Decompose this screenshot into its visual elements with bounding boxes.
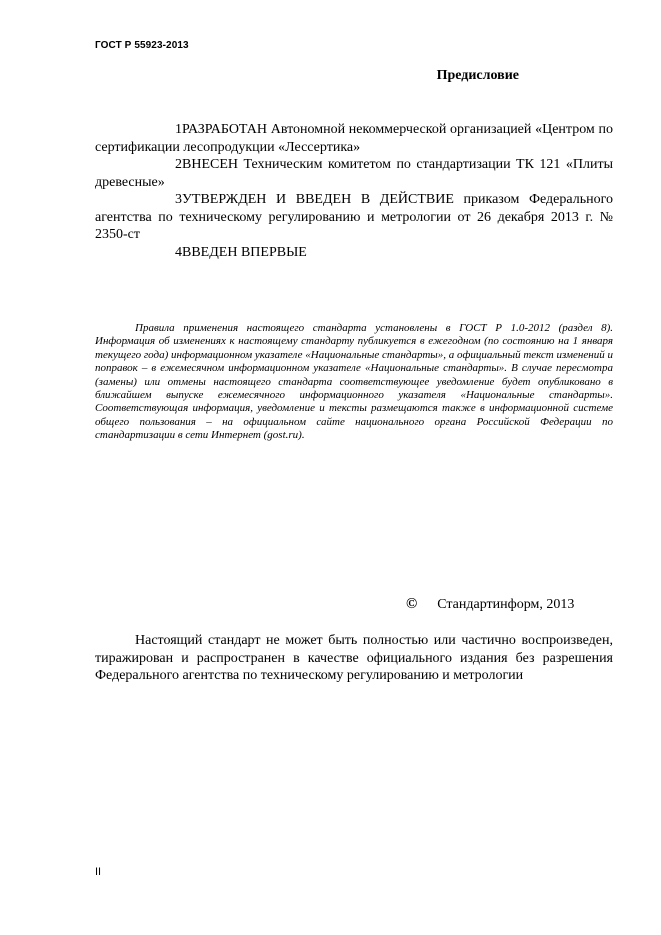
item-number: 1 — [175, 122, 182, 137]
page-number: II — [95, 866, 102, 878]
item-lead: УТВЕРЖДЕН И ВВЕДЕН В ДЕЙСТВИЕ — [182, 192, 454, 207]
preface-item-4 — [95, 244, 613, 262]
item-number: 3 — [175, 192, 182, 207]
item-number: 4 — [175, 244, 182, 260]
item-text: Автономной некоммерческой организацией «Центром по сертификации лесопродукции «Лессертика» — [95, 122, 613, 155]
preface-item-2 — [95, 156, 613, 191]
item-text: приказом Федерального агентства по техническому регулированию и метрологии от 26 декабря 2013 г. № 2350-ст — [95, 192, 613, 242]
preface-item-3 — [95, 191, 613, 244]
standard-code: ГОСТ Р 55923-2013 — [95, 40, 189, 51]
application-rules-notice: Правила применения настоящего стандарта установлены в ГОСТ Р 1.0-2012 (раздел 8). Информация об изменениях к настоящему стандарту публикуется в ежегодном (по состоянию на 1 января текущего года) информационном указателе «Национальные стандарты», а официальный текст изменений и поправок – в ежемесячном информационном указателе «Национальные стандарты». В случае пересмотра (замены) или отмены настоящего стандарта соответствующее уведомление будет опубликовано в ближайшем выпуске ежемесячного информационного указателя «Национальные стандарты». Соответствующая информация, уведомление и тексты размещаются также в информационной системе общего пользования – на официальном сайте национального органа Российской Федерации по стандартизации в сети Интернет (gost.ru). — [95, 322, 613, 442]
item-text: Техническим комитетом по стандартизации ТК 121 «Плиты древесные» — [95, 157, 613, 190]
preface-item-1 — [95, 121, 613, 156]
copyright-holder: Стандартинформ, 2013 — [437, 597, 575, 612]
reproduction-notice: Настоящий стандарт не может быть полностью или частично воспроизведен, тиражирован и распространен в качестве официального издания без разрешения Федерального агентства по техническому регулированию и метрологии — [95, 633, 613, 683]
copyright-line — [406, 596, 574, 613]
item-lead: РАЗРАБОТАН — [182, 122, 268, 137]
item-number: 2 — [175, 157, 182, 172]
item-lead: ВНЕСЕН — [182, 157, 238, 172]
item-lead: ВВЕДЕН ВПЕРВЫЕ — [182, 244, 307, 260]
page-title: Предисловие — [436, 68, 519, 83]
preface-items — [95, 121, 613, 261]
copyright-icon: © — [406, 596, 418, 612]
